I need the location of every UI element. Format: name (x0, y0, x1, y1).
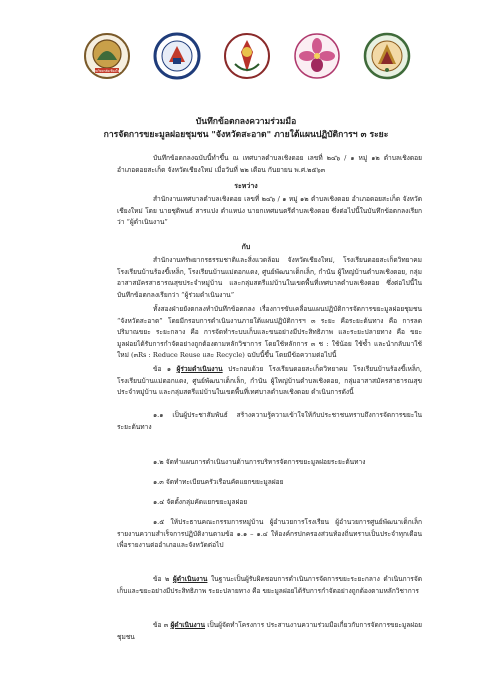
logo-row (82, 32, 412, 80)
clause-1-item-4: ๑.๔ จัดตั้งกลุ่มคัดแยกขยะมูลฝอย (153, 498, 248, 506)
clause-1 (117, 364, 422, 399)
svg-text:ฝ่ายวิทยาลัยเชียงใหม่: ฝ่ายวิทยาลัยเชียงใหม่ (92, 69, 122, 74)
clause-1-item-1: ๑.๑ เป็นผู้ประชาสัมพันธ์ สร้างความรู้ความเข้าใจให้กับประชาชนทราบถึงการจัดการขยะในระยะต้นทาง (117, 411, 422, 431)
province-seal-icon (362, 32, 412, 80)
between-heading: ระหว่าง (234, 181, 258, 190)
party2-paragraph: สำนักงานทรัพยากรธรรมชาติและสิ่งแวดล้อม จังหวัดเชียงใหม่, โรงเรียนดอยสะเก็ดวิทยาคม โรงเรียนบ้านร้องขี้เหล็ก, โรงเรียนบ้านแม่ดอกแดง, ศูนย์พัฒนาเด็กเล็ก, กำนัน ผู้ใหญ่บ้านตำบลเชิงดอย, กลุ่มอาสาสมัครสาธารณสุขประจำหมู่บ้าน และกลุ่มสตรีแม่บ้านในเขตพื้นที่เทศบาลตำบลเชิงดอย ซึ่งต่อไปนี้ในบันทึกข้อตกลงเรียกว่า “ผู้ร่วมดำเนินงาน” (117, 256, 422, 299)
clause-1-item-2: ๑.๒ จัดทำแผนการดำเนินงานด้านการบริหารจัดการขยะมูลฝอยระยะต้นทาง (153, 458, 366, 466)
orchid-flower-logo-icon (292, 32, 342, 80)
clause-2-body: ในฐานะเป็นผู้รับผิดชอบการดำเนินการจัดการขยะระยะกลาง ดำเนินการจัดเก็บและขยะอย่างมีประสิทธิภาพ ระยะปลายทาง คือ ขยะมูลฝอยได้รับการกำจัดอย่างถูกต้องตามหลักวิชาการ (117, 575, 422, 595)
clause-3-lead: ข้อ ๓ (153, 621, 169, 629)
clause-1-body: ประกอบด้วย โรงเรียนดอยสะเก็ดวิทยาคม โรงเรียนบ้านร้องขี้เหล็ก, โรงเรียนบ้านแม่ดอกแดง, ศูนย์พัฒนาเด็กเล็ก, กำนัน ผู้ใหญ่บ้านตำบลเชิงดอย, กลุ่มอาสาสมัครสาธารณสุขประจำหมู่บ้าน และกลุ่มสตรีแม่บ้านในเขตพื้นที่เทศบาลตำบลเชิงดอย ดำเนินการดังนี้ (117, 365, 423, 397)
clause-1-lead: ข้อ ๑ (153, 365, 172, 373)
intro-paragraph: บันทึกข้อตกลงฉบับนี้ทำขึ้น ณ เทศบาลตำบลเชิงดอย เลขที่ ๒๔๖ / ๑ หมู่ ๑๒ ตำบลเชิงดอย อำเภอดอยสะเก็ด จังหวัดเชียงใหม่ เมื่อวันที่ ๒๒ เดือน กันยายน พ.ศ.๒๕๖๓ (117, 154, 422, 174)
clause-3-head: ผู้ดำเนินงาน (170, 621, 205, 629)
clause-2 (117, 574, 422, 597)
clause-2-head: ผู้ดำเนินงาน (172, 575, 208, 583)
clause-3 (117, 620, 422, 643)
school-seal-icon (152, 32, 202, 80)
document-title: บันทึกข้อตกลงความร่วมมือ (195, 117, 297, 127)
clause-1-item-3: ๑.๓ จัดทำทะเบียนครัวเรือนคัดแยกขยะมูลฝอย (153, 478, 284, 486)
agency-seal-icon (222, 32, 272, 80)
document-subtitle: การจัดการขยะมูลฝอยชุมชน "จังหวัดสะอาด" ภายใต้แผนปฏิบัติการฯ ๓ ระยะ (103, 130, 389, 140)
municipality-seal-icon (82, 32, 132, 80)
clause-1-item-5: ๑.๕ ให้ประธานคณะกรรมการหมู่บ้าน ผู้อำนวยการโรงเรียน ผู้อำนวยการศูนย์พัฒนาเด็กเล็ก รายงานความสำเร็จการปฏิบัติงานตามข้อ ๑.๑ – ๑.๔ ให้องค์กรปกครองส่วนท้องถิ่นทราบเป็นประจำทุกเดือน เพื่อรายงานต่ออำเภอและจังหวัดต่อไป (117, 518, 422, 550)
with-heading: กับ (241, 242, 251, 251)
clause-1-head: ผู้ร่วมดำเนินงาน (176, 365, 223, 373)
party1-paragraph: สำนักงานเทศบาลตำบลเชิงดอย เลขที่ ๒๔๖ / ๑ หมู่ ๑๒ ตำบลเชิงดอย อำเภอดอยสะเก็ด จังหวัดเชียงใหม่ โดย นายชุติพนธ์ สารแปง ตำแหน่ง นายกเทศมนตรีตำบลเชิงดอย ซึ่งต่อไปนี้ในบันทึกข้อตกลงเรียกว่า “ผู้ดำเนินงาน” (117, 195, 422, 227)
clause-3-body: เป็นผู้จัดทำโครงการ ประสานงานความร่วมมือเกี่ยวกับการจัดการขยะมูลฝอยชุมชน (117, 621, 422, 641)
agreement-paragraph: ทั้งสองฝ่ายยังตกลงทำบันทึกข้อตกลง เรื่องการขับเคลื่อนแผนปฏิบัติการจัดการขยะมูลฝอยชุมชน “จังหวัดสะอาด” โดยมีกรอบการดำเนินงานภายใต้แผนปฏิบัติการฯ ๓ ระยะ คือระยะต้นทาง คือ การลดปริมาณขยะ ระยะกลาง คือ การจัดทำระบบเก็บและขนอย่างมีประสิทธิภาพ และระยะปลายทาง คือ ขยะมูลฝอยได้รับการกำจัดอย่างถูกต้องตามหลักวิชาการ โดยใช้หลักการ ๓ ช : ใช้น้อย ใช้ซ้ำ และนำกลับมาใช้ใหม่ (๓Rs : Reduce Reuse และ Recycle) ฉบับนี้ขึ้น โดยมีข้อความต่อไปนี้ (117, 305, 422, 360)
clause-2-lead: ข้อ ๒ (153, 575, 170, 583)
